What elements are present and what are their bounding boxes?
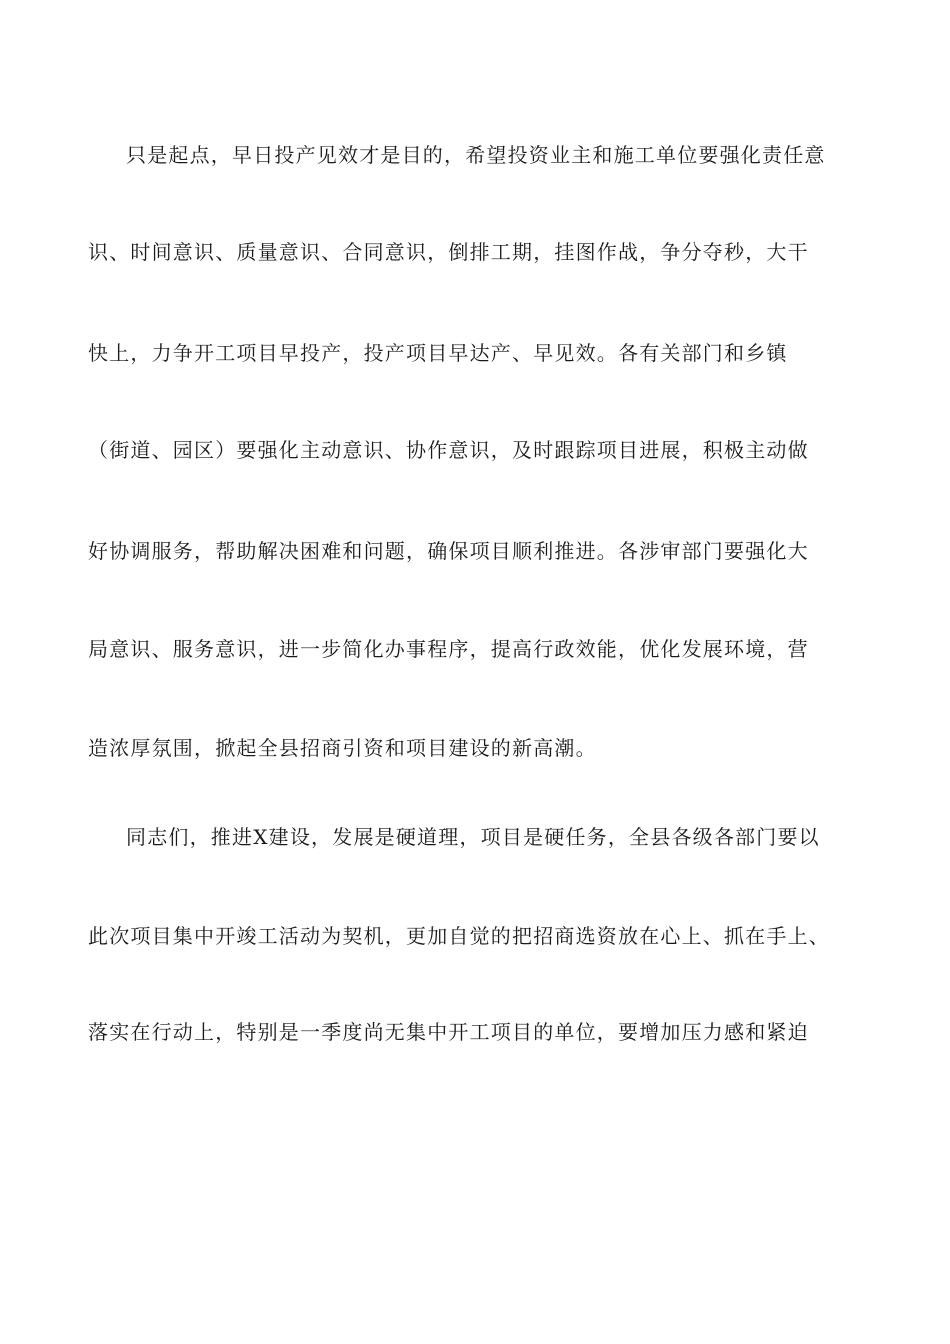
paragraph-2-line-3: 落实在行动上，特别是一季度尚无集中开工项目的单位，要增加压力感和紧迫 [88, 1020, 809, 1044]
paragraph-1-line-6: 局意识、服务意识，进一步简化办事程序，提高行政效能，优化发展环境，营 [88, 637, 809, 661]
paragraph-2-line-1: 同志们，推进X建设，发展是硬道理，项目是硬任务，全县各级各部门要以 [126, 825, 820, 849]
paragraph-1-line-1: 只是起点，早日投产见效才是目的，希望投资业主和施工单位要强化责任意 [126, 143, 826, 167]
paragraph-2-line-2: 此次项目集中开竣工活动为契机，更加自觉的把招商选资放在心上、抓在手上、 [88, 924, 830, 948]
paragraph-1-line-3: 快上，力争开工项目早投产，投产项目早达产、早见效。各有关部门和乡镇 [88, 341, 788, 365]
paragraph-1-line-2: 识、时间意识、质量意识、合同意识，倒排工期，挂图作战，争分夺秒，大干 [88, 240, 809, 264]
paragraph-1-line-5: 好协调服务，帮助解决困难和问题，确保项目顺利推进。各涉审部门要强化大 [88, 539, 809, 563]
paragraph-1-line-4: （街道、园区）要强化主动意识、协作意识，及时跟踪项目进展，积极主动做 [88, 438, 809, 462]
paragraph-1-line-7: 造浓厚氛围，掀起全县招商引资和项目建设的新高潮。 [88, 736, 597, 760]
